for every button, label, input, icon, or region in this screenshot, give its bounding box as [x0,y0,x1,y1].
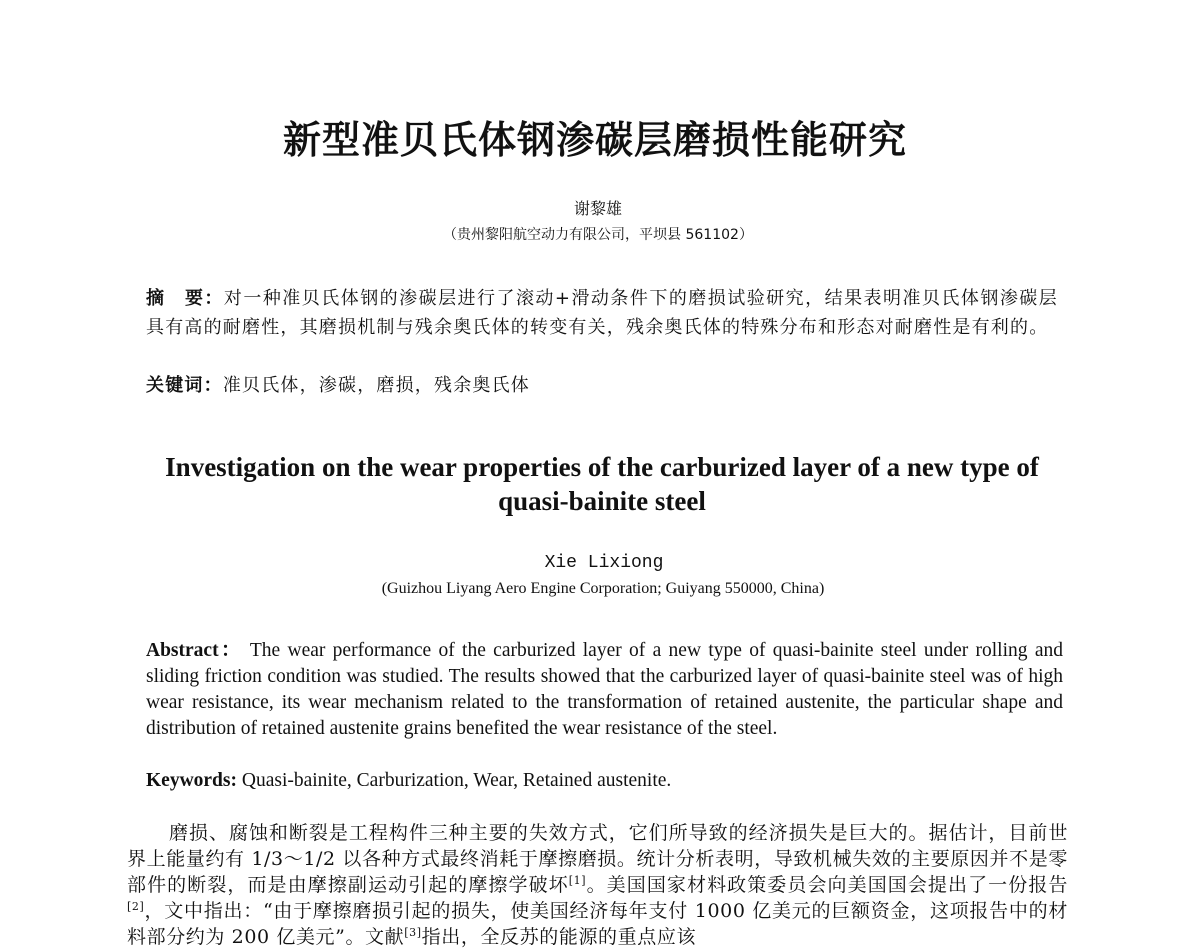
chinese-abstract-text: 对一种准贝氏体钢的渗碳层进行了滚动+滑动条件下的磨损试验研究，结果表明准贝氏体钢渗碳层具有高的耐磨性，其磨损机制与残余奥氏体的转变有关，残余奥氏体的特殊分布和形态对耐磨性是有利的。 [146,288,1058,338]
english-affiliation: (Guizhou Liyang Aero Engine Corporation; Guiyang 550000, China) [381,580,825,597]
english-author: Xie Lixiong [544,553,664,573]
citation-ref[interactable]: [1] [568,874,587,887]
citation-ref[interactable]: [3] [404,926,422,939]
english-abstract-label: Abstract： [146,640,243,661]
chinese-affiliation: （贵州黎阳航空动力有限公司，平坝县 561102） [443,227,753,243]
introduction-paragraph [127,820,1068,950]
chinese-abstract-label: 摘 要： [146,288,224,309]
chinese-title: 新型准贝氏体钢渗碳层磨损性能研究 [282,118,907,162]
body-segment: 指出，全反苏的能源的重点应该 [421,926,697,948]
english-abstract-text: The wear performance of the carburized layer of a new type of quasi-bainite steel under rolling and sliding friction condition was studied. The results showed that the carburized layer of quasi-bainite steel was of high wear resistance, its wear mechanism related to the transformation of retained austenite, the particular shape and distribution of retained austenite grains benefited the wear resistance of the steel. [146,640,1063,739]
chinese-keywords [146,371,1058,400]
body-segment: ，文中指出：“由于摩擦磨损引起的损失，使美国经济每年支付 1000 亿美元的巨额资金，这项报告中的材料部分约为 200 亿美元”。文献 [127,900,1068,948]
english-abstract [146,638,1063,742]
body-segment: 。美国国家材料政策委员会向美国国会提出了一份报告 [586,874,1069,896]
chinese-author: 谢黎雄 [573,199,622,218]
citation-ref[interactable]: [2] [127,900,145,913]
chinese-keywords-text: 准贝氏体，渗碳，磨损，残余奥氏体 [222,375,531,396]
english-keywords-text: Quasi-bainite, Carburization, Wear, Retained austenite. [237,770,672,791]
chinese-abstract [146,284,1058,342]
english-keywords-label: Keywords: [146,770,237,791]
body-segment: 磨损、腐蚀和断裂是工程构件三种主要的失效方式，它们所导致的经济损失是巨大的。据估计，目前世界上能量约有 1/3～1/2 以各种方式最终消耗于摩擦磨损。统计分析表明，导致机械失效的主要原因并不是零部件的断裂，而是由摩擦副运动引起的摩擦学破坏 [127,822,1068,896]
chinese-keywords-label: 关键词： [146,375,223,396]
english-title: Investigation on the wear properties of the carburized layer of a new type of quasi-bainite steel [165,452,1039,516]
english-keywords [146,768,1063,794]
